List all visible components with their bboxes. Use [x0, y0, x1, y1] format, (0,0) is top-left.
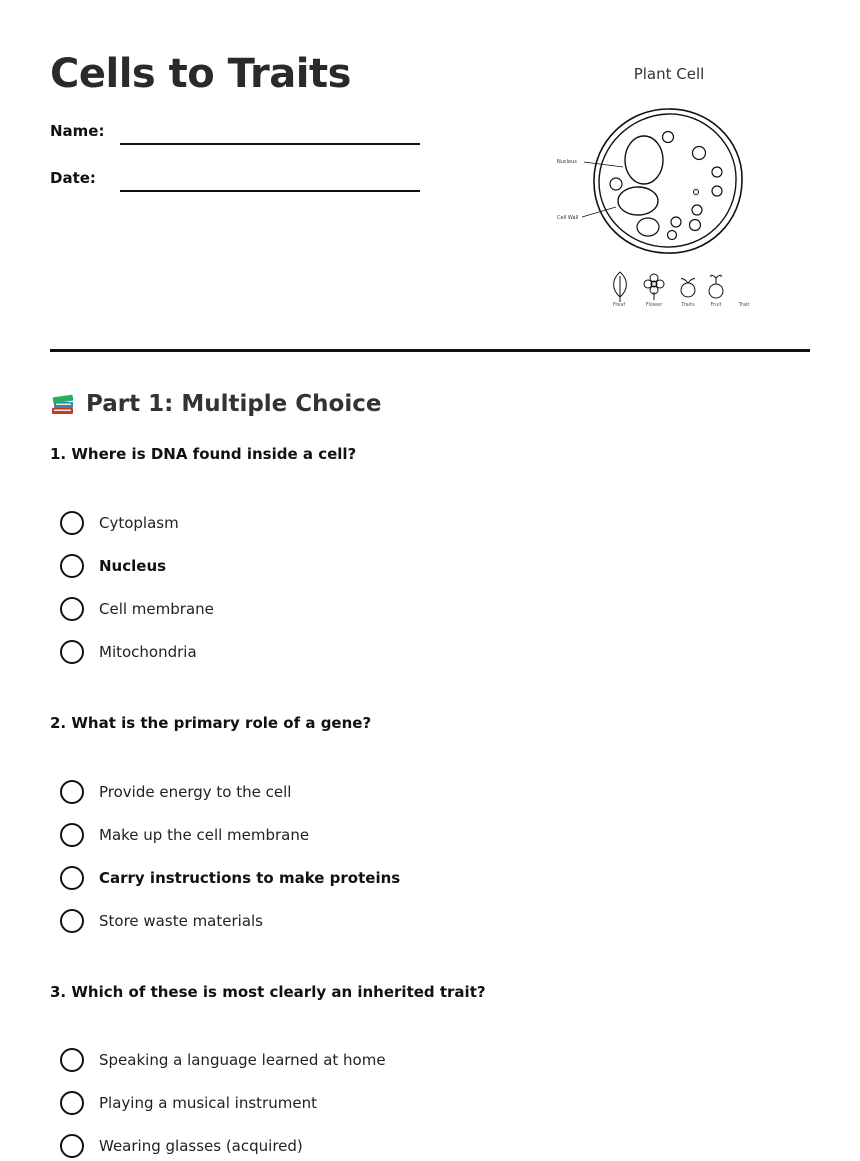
option-label: Provide energy to the cell	[99, 783, 292, 801]
seed-icon	[709, 284, 723, 298]
part1-title	[50, 388, 381, 420]
question-1: 1. Where is DNA found inside a cell?	[50, 445, 357, 463]
plant-cell-illustration	[548, 62, 758, 317]
radio-button[interactable]	[60, 1134, 84, 1158]
strip-label: Flower	[645, 302, 663, 308]
option-label: Carry instructions to make proteins	[99, 869, 401, 887]
nucleus-shape	[625, 136, 663, 184]
q1-option-1[interactable]	[60, 510, 179, 536]
radio-button[interactable]	[60, 640, 84, 664]
radio-button[interactable]	[60, 1091, 84, 1115]
radio-button[interactable]	[60, 597, 84, 621]
option-label: Cytoplasm	[99, 514, 179, 532]
radio-button[interactable]	[60, 554, 84, 578]
option-label: Mitochondria	[99, 643, 197, 661]
q2-option-4[interactable]	[60, 908, 263, 934]
part1-title-text: Part 1: Multiple Choice	[86, 391, 382, 417]
option-label: Speaking a language learned at home	[99, 1051, 386, 1069]
strip-label: Freaf	[612, 302, 626, 308]
option-label: Wearing glasses (acquired)	[99, 1137, 303, 1155]
radio-button[interactable]	[60, 866, 84, 890]
nucleus-label: Nucleus	[557, 159, 577, 165]
name-field[interactable]	[120, 143, 420, 145]
q1-option-2[interactable]	[60, 553, 166, 579]
option-label: Cell membrane	[99, 600, 214, 618]
date-field[interactable]	[120, 190, 420, 192]
q2-option-1[interactable]	[60, 779, 291, 805]
date-label: Date:	[50, 169, 96, 187]
radio-button[interactable]	[60, 909, 84, 933]
cell-wall-label: Cell Wall	[557, 215, 579, 221]
option-label: Store waste materials	[99, 912, 263, 930]
q2-option-3[interactable]	[60, 865, 400, 891]
name-label: Name:	[50, 122, 105, 140]
illustration-title: Plant Cell	[633, 65, 705, 83]
radio-button[interactable]	[60, 780, 84, 804]
q1-option-4[interactable]	[60, 639, 197, 665]
cell-wall-inner	[599, 114, 736, 247]
vacuole-shape	[618, 187, 658, 215]
option-label: Make up the cell membrane	[99, 826, 310, 844]
section-divider	[50, 349, 810, 352]
q3-option-1[interactable]	[60, 1047, 386, 1073]
radio-button[interactable]	[60, 511, 84, 535]
fruit-icon	[681, 283, 695, 297]
option-label: Playing a musical instrument	[99, 1094, 317, 1112]
radio-button[interactable]	[60, 1048, 84, 1072]
question-3: 3. Which of these is most clearly an inherited trait?	[50, 983, 486, 1001]
option-label: Nucleus	[99, 557, 167, 575]
q3-option-2[interactable]	[60, 1090, 317, 1116]
q2-option-2[interactable]	[60, 822, 309, 848]
strip-label: Trait	[738, 302, 750, 308]
cell-wall-outer	[594, 109, 742, 253]
strip-label: Fruit	[710, 302, 722, 308]
radio-button[interactable]	[60, 823, 84, 847]
question-2: 2. What is the primary role of a gene?	[50, 714, 372, 732]
q3-option-3[interactable]	[60, 1133, 303, 1159]
q1-option-3[interactable]	[60, 596, 214, 622]
strip-label: Traits	[681, 302, 695, 308]
worksheet-title: Cells to Traits	[50, 51, 351, 97]
books-icon	[50, 391, 76, 417]
